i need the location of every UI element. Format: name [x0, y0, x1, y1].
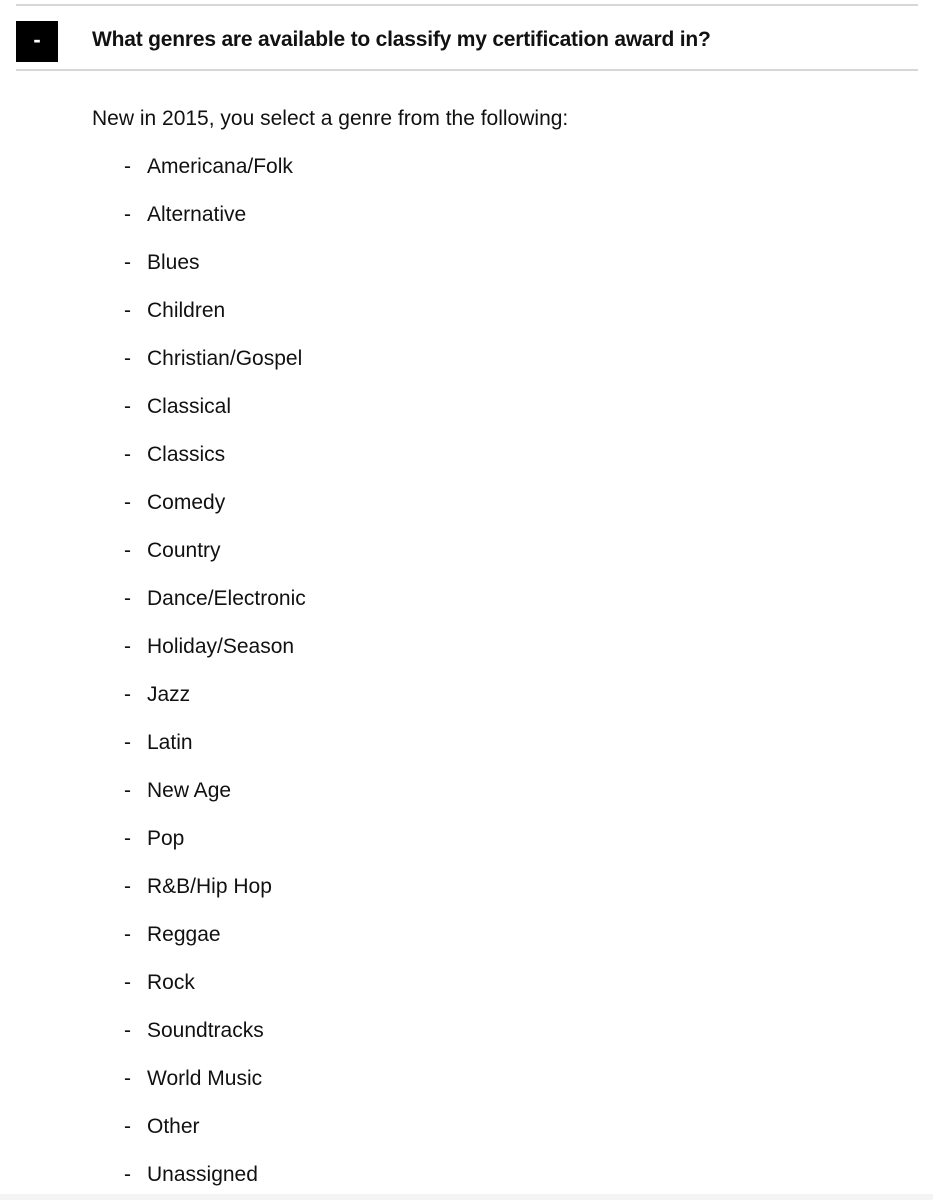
collapse-toggle-button[interactable]: - — [16, 21, 58, 62]
genre-label: Soundtracks — [147, 1019, 264, 1042]
bullet-dash: - — [124, 539, 131, 562]
bullet-dash: - — [124, 443, 131, 466]
bullet-dash: - — [124, 347, 131, 370]
bullet-dash: - — [124, 395, 131, 418]
bullet-dash: - — [124, 299, 131, 322]
genre-label: Comedy — [147, 491, 226, 514]
genre-label: Americana/Folk — [147, 155, 293, 178]
genre-label: Country — [147, 539, 221, 562]
faq-accordion-item — [16, 4, 918, 71]
genre-label: Holiday/Season — [147, 635, 295, 658]
genre-label: New Age — [147, 779, 232, 802]
bullet-dash: - — [124, 971, 131, 994]
bullet-dash: - — [124, 827, 131, 850]
bullet-dash: - — [124, 155, 131, 178]
bullet-dash: - — [124, 635, 131, 658]
genre-label: Rock — [147, 971, 195, 994]
bullet-dash: - — [124, 1067, 131, 1090]
bullet-dash: - — [124, 1019, 131, 1042]
genre-label: Pop — [147, 827, 185, 850]
bullet-dash: - — [124, 779, 131, 802]
faq-answer — [92, 104, 892, 1186]
genre-label: Dance/Electronic — [147, 587, 306, 610]
bullet-dash: - — [124, 1163, 131, 1186]
genre-label: Other — [147, 1115, 200, 1138]
genre-label: Reggae — [147, 923, 221, 946]
bullet-dash: - — [124, 491, 131, 514]
genre-label: R&B/Hip Hop — [147, 875, 272, 898]
genre-label: Jazz — [147, 683, 191, 706]
page-bottom-edge — [0, 1194, 933, 1200]
genre-label: Latin — [147, 731, 193, 754]
genre-label: Christian/Gospel — [147, 347, 303, 370]
bullet-dash: - — [124, 251, 131, 274]
bullet-dash: - — [124, 731, 131, 754]
bullet-dash: - — [124, 587, 131, 610]
bullet-dash: - — [124, 203, 131, 226]
bullet-dash: - — [124, 923, 131, 946]
bullet-dash: - — [124, 875, 131, 898]
genre-label: Unassigned — [147, 1163, 258, 1186]
genre-label: Alternative — [147, 203, 247, 226]
genre-label: World Music — [147, 1067, 263, 1090]
faq-question[interactable]: What genres are available to classify my certification award in? — [92, 28, 711, 51]
faq-question-header[interactable] — [16, 4, 918, 71]
answer-intro: New in 2015, you select a genre from the following: — [92, 107, 569, 130]
genre-label: Classical — [147, 395, 232, 418]
genre-label: Children — [147, 299, 226, 322]
bullet-dash: - — [124, 1115, 131, 1138]
genre-label: Blues — [147, 251, 200, 274]
genre-label: Classics — [147, 443, 226, 466]
bullet-dash: - — [124, 683, 131, 706]
